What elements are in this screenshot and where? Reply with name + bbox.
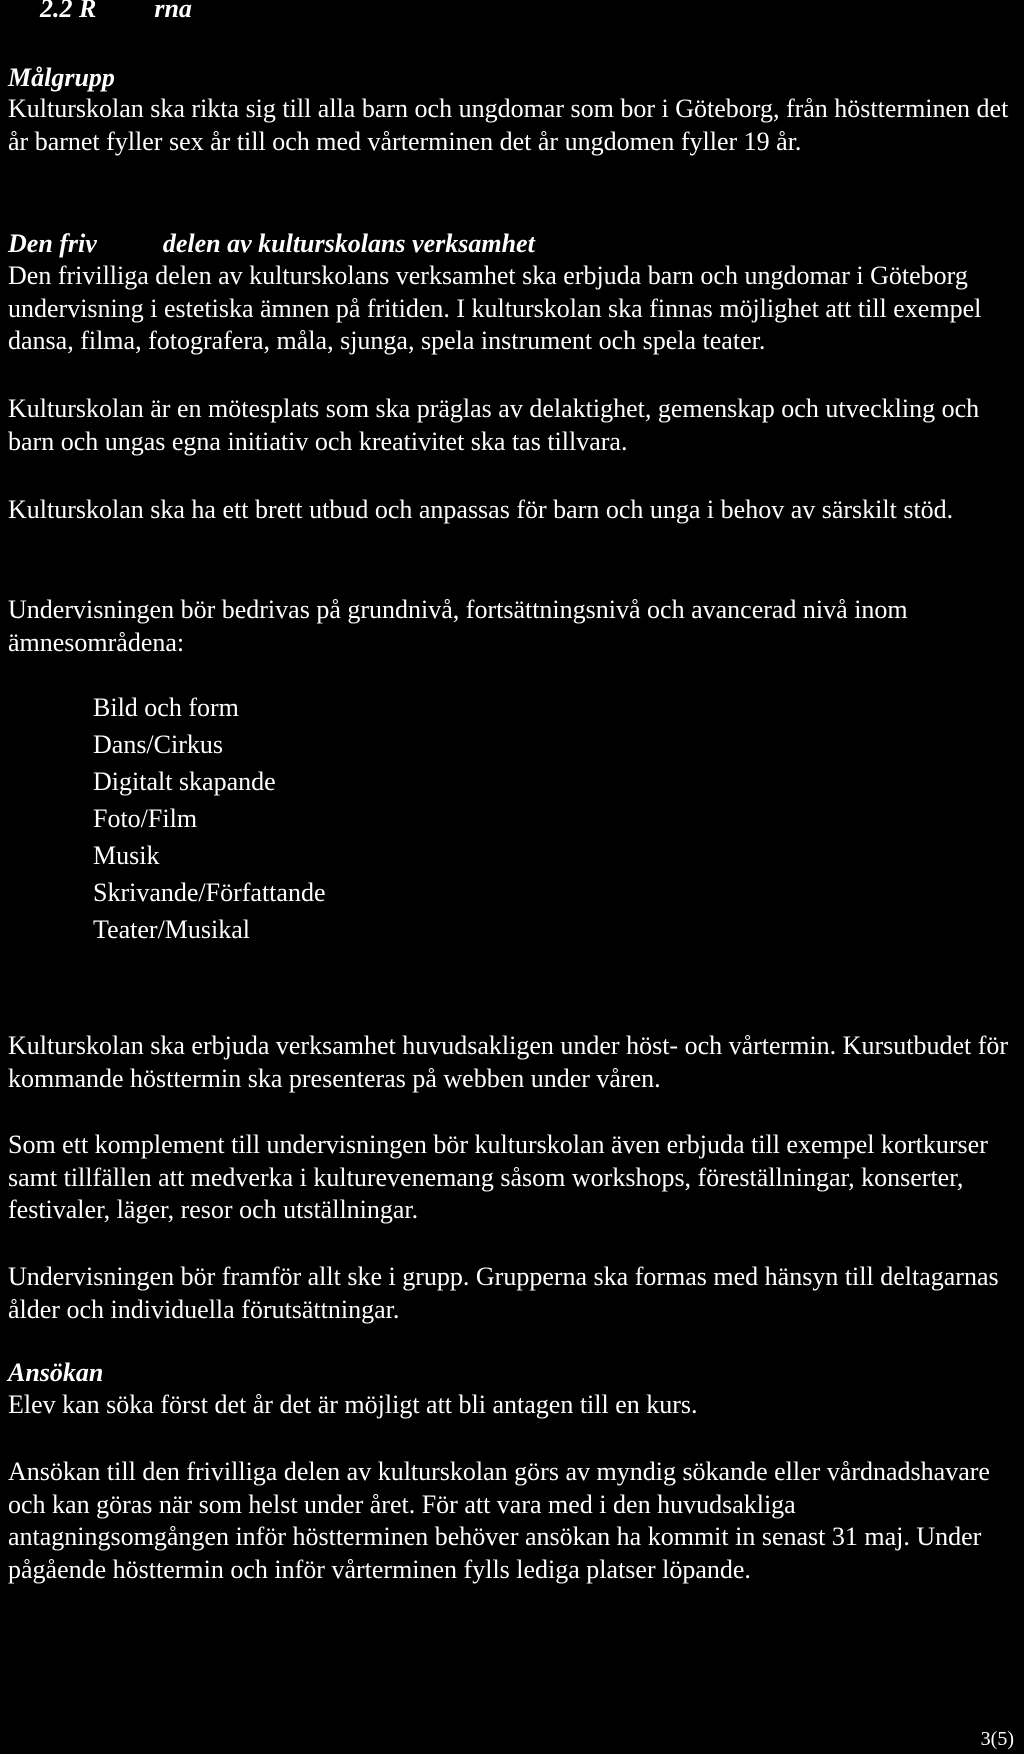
- frivilliga-paragraph-5: Kulturskolan ska erbjuda verksamhet huvudsakligen under höst- och vårtermin. Kursutbudet för kommande hösttermin ska presenteras på webben under våren.: [8, 1031, 1009, 1093]
- frivilliga-heading-part-b: delen av kulturskolans verksamhet: [162, 229, 535, 258]
- frivilliga-paragraph-3: Kulturskolan ska ha ett brett utbud och anpassas för barn och unga i behov av särskilt stöd.: [8, 495, 954, 524]
- ansokan-paragraph-1: Elev kan söka först det år det är möjligt att bli antagen till en kurs.: [8, 1390, 698, 1419]
- frivilliga-heading-part-a: Den friv: [8, 229, 97, 258]
- subject-list: [93, 689, 326, 948]
- frivilliga-paragraph-7: Undervisningen bör framför allt ske i grupp. Grupperna ska formas med hänsyn till deltagarnas ålder och individuella förutsättningar.: [8, 1262, 999, 1324]
- subject-item: Foto/Film: [93, 804, 198, 833]
- subject-item: Skrivande/Författande: [93, 878, 326, 907]
- frivilliga-paragraph-4: Undervisningen bör bedrivas på grundnivå, fortsättningsnivå och avancerad nivå inom ämnesområdena:: [8, 595, 908, 657]
- section-heading-number: 2.2 R: [40, 0, 97, 23]
- section-heading: [40, 0, 192, 24]
- subject-item: Bild och form: [93, 693, 239, 722]
- malgrupp-heading: Målgrupp: [8, 63, 115, 92]
- subject-item: Teater/Musikal: [93, 915, 251, 944]
- subject-item: Digitalt skapande: [93, 767, 276, 796]
- frivilliga-heading: [8, 228, 535, 260]
- subject-item: Dans/Cirkus: [93, 730, 223, 759]
- section-heading-rest: rna: [154, 0, 192, 23]
- ansokan-paragraph-2: Ansökan till den frivilliga delen av kulturskolan görs av myndig sökande eller vårdnadshavare och kan göras när som helst under året. För att vara med i den huvudsakliga antagningsomgången inför höstterminen behöver ansökan ha kommit in senast 31 maj. Under pågående hösttermin och inför vårterminen fylls lediga platser löpande.: [8, 1457, 990, 1584]
- malgrupp-text: Kulturskolan ska rikta sig till alla barn och ungdomar som bor i Göteborg, från höstterminen det år barnet fyller sex år till och med vårterminen det år ungdomen fyller 19 år.: [8, 94, 1009, 156]
- ansokan-heading: Ansökan: [8, 1358, 104, 1387]
- frivilliga-paragraph-2: Kulturskolan är en mötesplats som ska präglas av delaktighet, gemenskap och utveckling och barn och ungas egna initiativ och kreativitet ska tas tillvara.: [8, 394, 980, 456]
- page-number: 3(5): [980, 1728, 1014, 1750]
- subject-item: Musik: [93, 841, 160, 870]
- frivilliga-paragraph-6: Som ett komplement till undervisningen bör kulturskolan även erbjuda till exempel kortkurser samt tillfällen att medverka i kulturevenemang såsom workshops, föreställningar, konserter, festivaler, läger, resor och utställningar.: [8, 1130, 988, 1224]
- frivilliga-paragraph-1: Den frivilliga delen av kulturskolans verksamhet ska erbjuda barn och ungdomar i Göteborg undervisning i estetiska ämnen på fritiden. I kulturskolan ska finnas möjlighet att till exempel dansa, filma, fotografera, måla, sjunga, spela instrument och spela teater.: [8, 261, 982, 355]
